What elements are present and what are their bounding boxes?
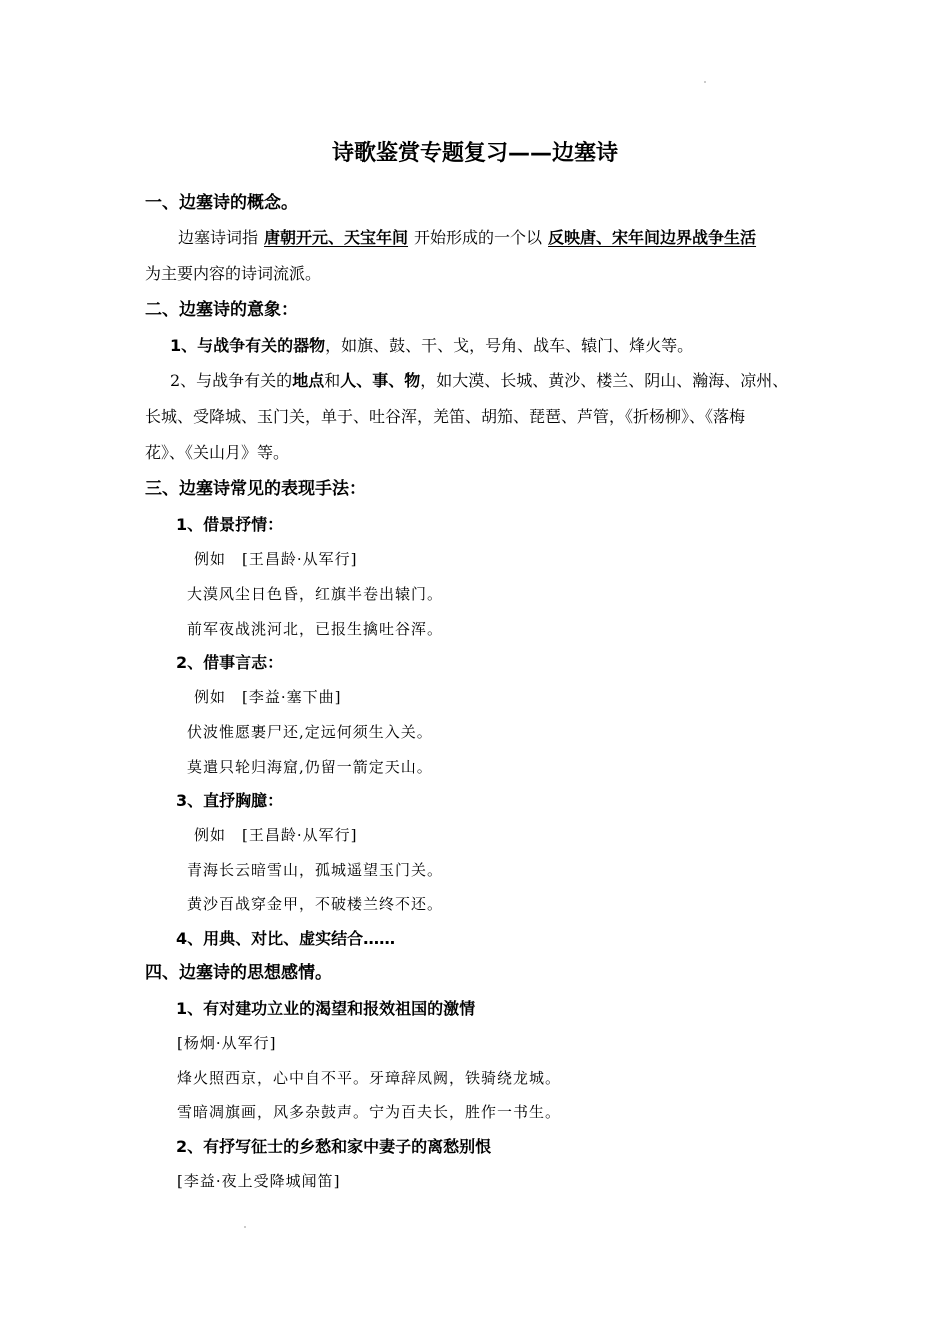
technique-3-poem-line-2: 黄沙百战穿金甲，不破楼兰终不还。 [187, 895, 444, 913]
section-1-heading: 一、边塞诗的概念。 [145, 193, 298, 213]
section-3-heading: 三、边塞诗常见的表现手法： [145, 479, 366, 499]
imagery-item-2-line-3: 花》、《关山月》等。 [145, 443, 290, 462]
section-4-heading: 四、边塞诗的思想感情。 [145, 963, 332, 983]
emotion-1-poem-line-1: 烽火照西京，心中自不平。牙璋辞凤阙，铁骑绕龙城。 [177, 1069, 562, 1087]
text-segment: 2、与战争有关的 [170, 371, 293, 390]
technique-3-poem-line-1: 青海长云暗雪山，孤城遥望玉门关。 [187, 861, 444, 879]
technique-2-label: 2、借事言志： [176, 653, 284, 672]
technique-4-label: 4、用典、对比、虚实结合…… [176, 929, 396, 948]
bold-term: 地点 [292, 371, 325, 390]
text-segment: 开始形成的一个以 [414, 228, 543, 247]
imagery-item-2-line-1 [170, 371, 788, 391]
scan-speck [704, 81, 706, 83]
emotion-2-source: [李益·夜上受降城闻笛] [177, 1172, 341, 1190]
bold-term: 、 [356, 371, 373, 390]
emotion-1-label: 1、有对建功立业的渴望和报效祖国的激情 [176, 999, 476, 1018]
technique-2-poem-line-2: 莫遣只轮归海窟,仍留一箭定天山。 [187, 758, 433, 776]
text-segment: 边塞诗词指 [178, 228, 259, 247]
bold-term: 事 [372, 371, 389, 390]
emotion-1-source: [杨炯·从军行] [177, 1034, 277, 1052]
technique-1-poem-line-1: 大漠风尘日色昏，红旗半卷出辕门。 [187, 585, 444, 603]
text-segment: 和 [324, 371, 341, 390]
emotion-2-label: 2、有抒写征士的乡愁和家中妻子的离愁别恨 [176, 1137, 492, 1156]
underlined-term: 唐朝开元、天宝年间 [264, 228, 409, 247]
technique-1-label: 1、借景抒情： [176, 515, 284, 534]
underlined-term: 反映唐、宋年间边界战争生活 [548, 228, 757, 247]
page-title: 诗歌鉴赏专题复习——边塞诗 [331, 141, 618, 166]
imagery-item-2-line-2: 长城、受降城、玉门关，单于、吐谷浑，羌笛、胡笳、琵琶、芦管，《折杨柳》、《落梅 [145, 407, 746, 426]
emotion-1-poem-line-2: 雪暗凋旗画，风多杂鼓声。宁为百夫长，胜作一书生。 [177, 1103, 562, 1121]
technique-3-label: 3、直抒胸臆： [176, 791, 284, 810]
technique-3-example: 例如 [王昌龄·从军行] [194, 826, 358, 844]
section-2-heading: 二、边塞诗的意象： [145, 300, 298, 320]
bold-term: 人 [340, 371, 357, 390]
technique-2-poem-line-1: 伏波惟愿裹尸还,定远何须生入关。 [187, 723, 433, 741]
imagery-item-1 [170, 336, 693, 356]
bold-term: 1、与战争有关的器物 [170, 336, 326, 355]
text-segment: ，如旗、鼓、干、戈，号角、战车、辕门、烽火等。 [325, 336, 694, 355]
technique-2-example: 例如 [李益·塞下曲] [194, 688, 342, 706]
technique-1-poem-line-2: 前军夜战洮河北，已报生擒吐谷浑。 [187, 620, 444, 638]
section-1-paragraph-line-1 [178, 228, 756, 248]
scan-speck [244, 1226, 246, 1228]
bold-term: 、 [388, 371, 405, 390]
bold-term: 物 [404, 371, 421, 390]
technique-1-example: 例如 [王昌龄·从军行] [194, 550, 358, 568]
section-1-paragraph-line-2: 为主要内容的诗词流派。 [145, 264, 322, 283]
text-segment: ，如大漠、长城、黄沙、楼兰、阴山、瀚海、凉州、 [420, 371, 789, 390]
